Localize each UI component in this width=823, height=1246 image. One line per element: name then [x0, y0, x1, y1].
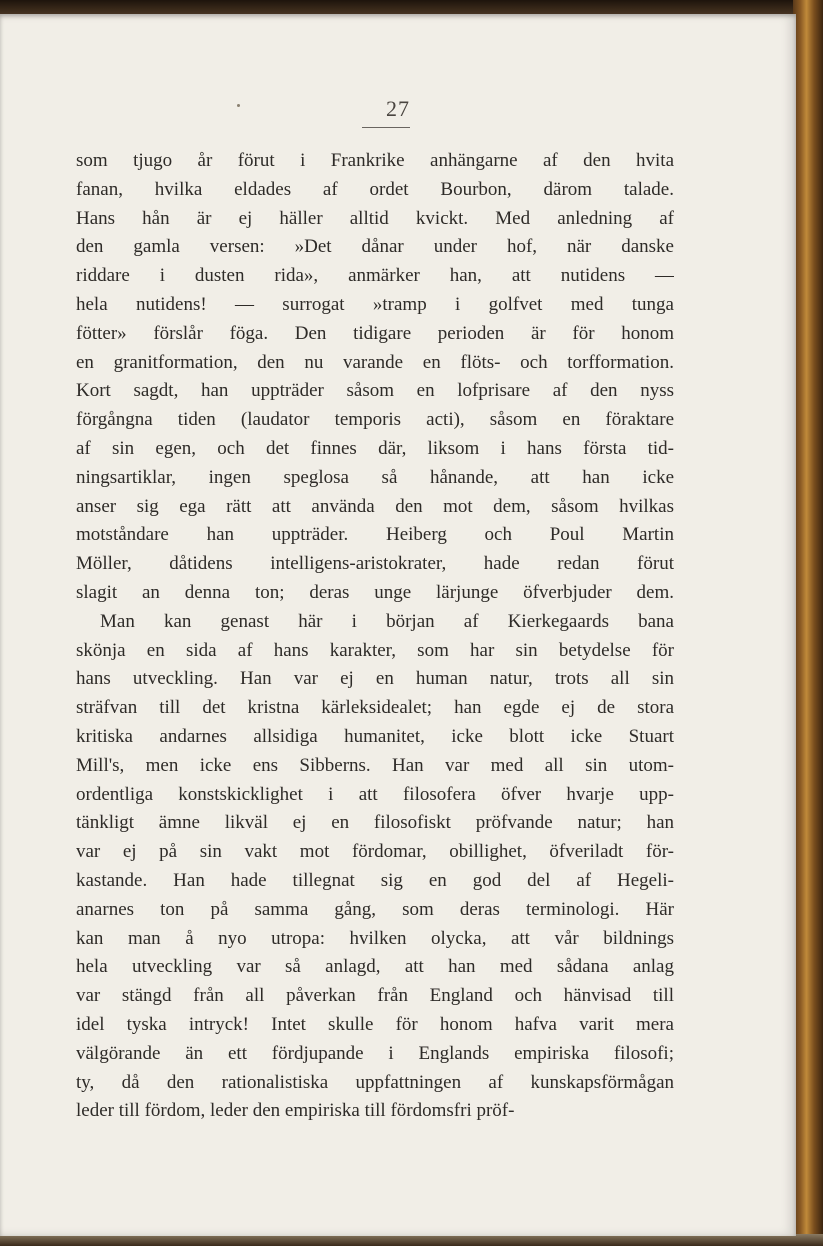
text-line: kan man å nyo utropa: hvilken olycka, att vår bildnings — [76, 927, 674, 949]
book-page — [0, 14, 796, 1236]
text-line: ningsartiklar, ingen speglosa så hånande, att han icke — [76, 466, 674, 488]
body-text — [76, 147, 674, 1126]
text-line: kastande. Han hade tillegnat sig en god del af Hegeli- — [76, 869, 674, 891]
book-spine-edge — [793, 0, 823, 1246]
text-line: anarnes ton på samma gång, som deras terminologi. Här — [76, 898, 674, 920]
text-line: som tjugo år förut i Frankrike anhängarne af den hvita — [76, 150, 674, 171]
text-line: kritiska andarnes allsidiga humanitet, icke blott icke Stuart — [76, 725, 674, 747]
text-line: hela utveckling var så anlagd, att han med sådana anlag — [76, 956, 674, 978]
text-line: Möller, dåtidens intelligens-aristokrater, hade redan förut — [76, 553, 674, 575]
page-number: 27 — [386, 96, 410, 121]
text-line: ordentliga konstskicklighet i att filosofera öfver hvarje upp- — [76, 783, 674, 805]
text-line: Hans hån är ej häller alltid kvickt. Med anledning af — [76, 207, 674, 229]
text-line: riddare i dusten rida», anmärker han, att nutidens — — [76, 265, 674, 287]
text-line: anser sig ega rätt att använda den mot dem, såsom hvilkas — [76, 495, 674, 517]
page-number-rule — [362, 127, 410, 128]
text-line: den gamla versen: »Det dånar under hof, när danske — [76, 236, 674, 258]
text-line: hela nutidens! — surrogat »tramp i golfvet med tunga — [76, 293, 674, 315]
text-line: ty, då den rationalistiska uppfattningen af kunskapsförmågan — [76, 1071, 674, 1093]
text-line: en granitformation, den nu varande en flöts- och torfformation. — [76, 351, 674, 373]
text-line: leder till fördom, leder den empiriska till fördomsfri pröf- — [76, 1100, 515, 1122]
text-line: fanan, hvilka eldades af ordet Bourbon, därom talade. — [76, 178, 674, 200]
text-line: idel tyska intryck! Intet skulle för honom hafva varit mera — [76, 1013, 674, 1035]
text-line: Mill's, men icke ens Sibberns. Han var med all sin utom- — [76, 754, 674, 776]
text-line: slagit an denna ton; deras unge lärjunge öfverbjuder dem. — [76, 581, 674, 603]
text-line: hans utveckling. Han var ej en human natur, trots all sin — [76, 668, 674, 690]
text-line: Kort sagdt, han uppträder såsom en lofprisare af den nyss — [76, 380, 674, 402]
text-line: tänkligt ämne likväl ej en filosofiskt pröfvande natur; han — [76, 812, 674, 834]
text-line: af sin egen, och det finnes där, liksom i hans första tid- — [76, 437, 674, 459]
text-line: fötter» förslår föga. Den tidigare perioden är för honom — [76, 322, 674, 344]
text-line: sträfvan till det kristna kärleksidealet; han egde ej de stora — [76, 697, 674, 719]
text-line: var stängd från all påverkan från England och hänvisad till — [76, 985, 674, 1007]
text-line: motståndare han uppträder. Heiberg och Poul Martin — [76, 524, 674, 546]
text-line: förgångna tiden (laudator temporis acti), såsom en föraktare — [76, 409, 674, 431]
paragraph-start-line: Man kan genast här i början af Kierkegaards bana — [100, 610, 674, 632]
text-line: välgörande än ett fördjupande i Englands empiriska filosofi; — [76, 1042, 674, 1064]
text-line: skönja en sida af hans karakter, som har sin betydelse för — [76, 639, 674, 661]
text-line: var ej på sin vakt mot fördomar, obillighet, öfveriladt för- — [76, 841, 674, 863]
